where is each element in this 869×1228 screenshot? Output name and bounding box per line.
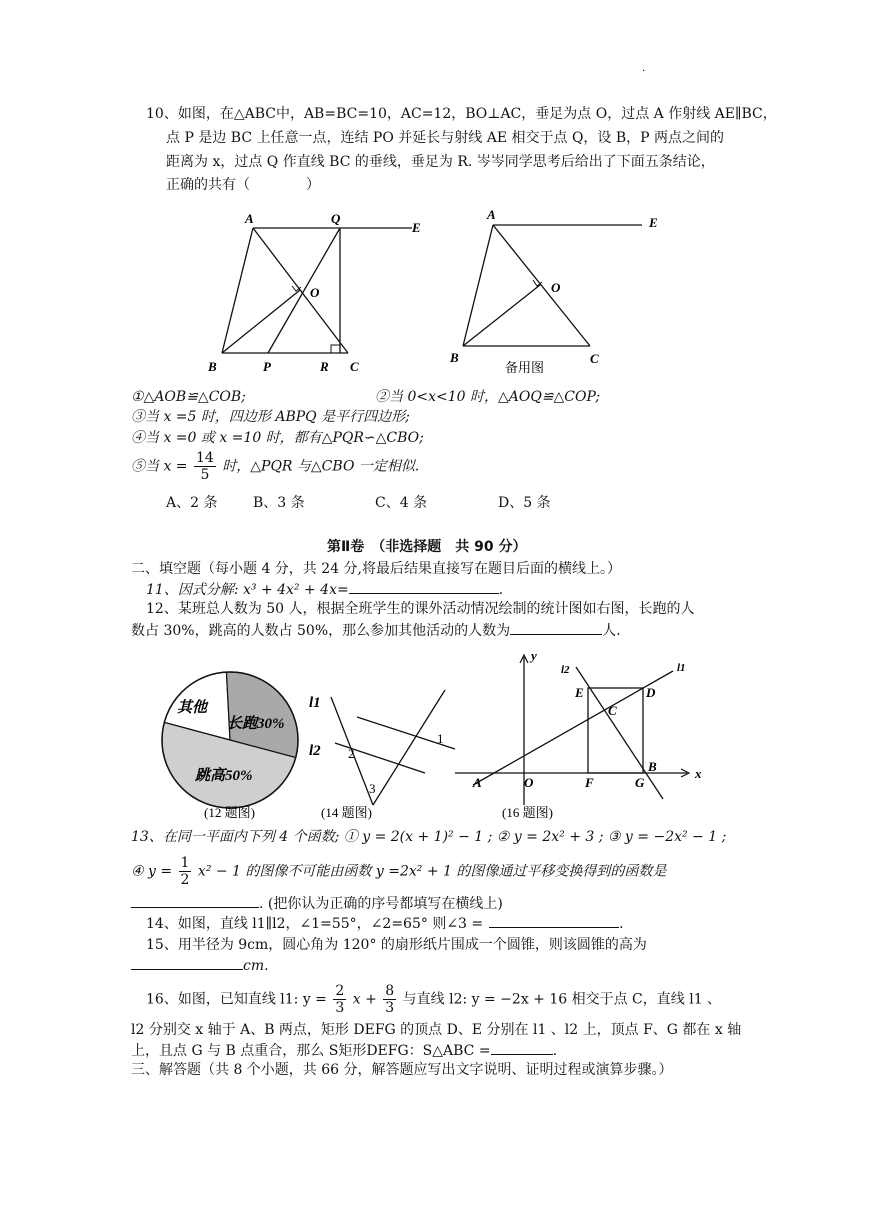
- q16-fraction-1: [333, 983, 346, 1016]
- q11-answer-blank[interactable]: [349, 593, 499, 594]
- q10-c5-den: 5: [200, 467, 210, 483]
- q10-main-figure: [200, 205, 440, 385]
- fig16-G: G: [635, 775, 645, 790]
- q10-line1: 10、如图，在△ABC中，AB=BC=10，AC=12，BO⊥AC，垂足为点 O，过点 A 作射线 AE∥BC，: [146, 106, 777, 122]
- q14: 14、如图，直线 l1∥l2，∠1=55°，∠2=65° 则∠3 = .: [146, 916, 624, 932]
- fig10-label-C: C: [350, 359, 359, 374]
- fig16-x-axis: x: [695, 766, 702, 781]
- q13-fraction: [179, 855, 192, 888]
- q12-line2-text: 数占 30%，跳高的人数占 50%，那么参加其他活动的人数为: [131, 623, 511, 639]
- fig10b-label-B: B: [450, 350, 459, 365]
- section2-title: 第Ⅱ卷 （非选择题 共 90 分）: [327, 539, 527, 555]
- q12-pie-chart: [155, 660, 305, 825]
- fig10-label-A: A: [245, 211, 254, 226]
- q13-frac-den: 2: [180, 872, 190, 888]
- q12-line2: [131, 621, 621, 641]
- fig14-l1: l1: [309, 695, 321, 711]
- q10-option-A: A、2 条: [166, 495, 218, 511]
- q10-backup-figure: [445, 205, 675, 380]
- fig16-B: B: [648, 759, 657, 774]
- fig14-angle-3: 3: [369, 781, 376, 796]
- q16-answer-blank[interactable]: [491, 1054, 553, 1055]
- q11: 11、因式分解: x³ + 4x² + 4x= .: [146, 582, 504, 598]
- q16-f2-den: 3: [385, 1000, 395, 1016]
- q10-conclusion-5: [131, 450, 419, 483]
- q13-post: x² − 1 的图像不可能由函数 y =2x² + 1 的图像通过平移变换得到的函数是: [197, 863, 667, 880]
- pie-label-other: 其他: [177, 700, 208, 716]
- fig10b-caption: 备用图: [505, 360, 545, 375]
- part3-header: 三、解答题（共 8 个小题，共 66 分，解答题应写出文字说明、证明过程或演算步骤。）: [131, 1062, 673, 1078]
- fig10b-label-C: C: [590, 351, 599, 366]
- q10-c5-fraction: [194, 450, 216, 483]
- q10-option-B: B、3 条: [253, 495, 305, 511]
- q16-f2-num: 8: [385, 983, 395, 999]
- q11-text: 11、因式分解: x³ + 4x² + 4x=: [146, 582, 349, 598]
- fig10b-label-E: E: [649, 215, 658, 230]
- fig14-angle-2: 2: [348, 746, 355, 761]
- fig16-y-axis: y: [531, 648, 537, 663]
- fig16-l1: l1: [677, 662, 686, 674]
- q13-frac-num: 1: [180, 855, 190, 871]
- q10-line3: 距离为 x，过点 Q 作直线 BC 的垂线，垂足为 R. 岑岑同学思考后给出了下面五条结论，: [166, 154, 715, 170]
- fig14-caption: (14 题图): [321, 805, 372, 820]
- part2-header: 二、填空题（每小题 4 分，共 24 分,将最后结果直接写在题目后面的横线上。）: [131, 561, 621, 577]
- q12-unit: 人.: [602, 623, 621, 639]
- fig10-label-O: O: [310, 285, 320, 300]
- q10-option-C: C、4 条: [375, 495, 428, 511]
- fig16-O: O: [524, 775, 534, 790]
- fig16-l2: l2: [561, 664, 570, 676]
- fig14-l2: l2: [309, 743, 321, 759]
- q12-answer-blank[interactable]: [510, 634, 602, 635]
- q13-line3: [131, 894, 503, 914]
- q14-figure: [305, 685, 465, 825]
- q10-c5-post: 时，△PQR 与△CBO 一定相似.: [222, 458, 420, 475]
- pie-label-high-jump: 跳高50%: [195, 768, 253, 784]
- q10-c5-pre: ⑤当 x =: [131, 458, 188, 475]
- fig10-label-E: E: [412, 220, 421, 235]
- q16-mid: x +: [352, 991, 377, 1008]
- fig16-F: F: [585, 775, 594, 790]
- q13-line1: 13、在同一平面内下列 4 个函数; ① y = 2(x + 1)² − 1 ; ② y = 2x² + 3 ; ③ y = −2x² − 1 ;: [131, 829, 727, 845]
- fig10b-label-A: A: [487, 207, 496, 222]
- q15-line1: 15、用半径为 9cm，圆心角为 120° 的扇形纸片围成一个圆锥，则该圆锥的高为: [146, 937, 647, 953]
- q10-c5-num: 14: [195, 450, 214, 466]
- q16-f1-num: 2: [335, 983, 345, 999]
- fig10-label-Q: Q: [331, 211, 341, 226]
- fig16-E: E: [575, 685, 584, 700]
- q10-line4: 正确的共有（ ）: [166, 177, 320, 193]
- fig10b-label-O: O: [551, 280, 561, 295]
- header-dot: ·: [642, 66, 646, 77]
- q13-answer-blank[interactable]: [131, 907, 259, 908]
- q10-conclusion-2: ②当 0<x<10 时，△AOQ≌△COP;: [375, 389, 601, 405]
- fig10-label-R: R: [320, 359, 329, 374]
- q16-line2: l2 分别交 x 轴于 A、B 两点，矩形 DEFG 的顶点 D、E 分别在 l1 、l2 上，顶点 F、G 都在 x 轴: [131, 1022, 742, 1038]
- q16-line1: [146, 983, 721, 1016]
- fig16-C: C: [608, 703, 617, 718]
- pie-caption: (12 题图): [204, 805, 255, 820]
- q10-conclusion-3: ③当 x =5 时，四边形 ABPQ 是平行四边形;: [131, 409, 410, 425]
- q14-text: 14、如图，直线 l1∥l2，∠1=55°，∠2=65° 则∠3 =: [146, 916, 484, 932]
- pie-label-long-run: 长跑30%: [227, 716, 285, 732]
- q15-answer-blank[interactable]: [131, 969, 243, 970]
- q16-pre: 16、如图，已知直线 l1: y =: [146, 991, 327, 1008]
- fig10-label-P: P: [263, 359, 271, 374]
- q10-line2: 点 P 是边 BC 上任意一点，连结 PO 并延长与射线 AE 相交于点 Q，设 B，P 两点之间的: [166, 130, 725, 146]
- q13-line3-text: . (把你认为正确的序号都填写在横线上): [259, 896, 503, 912]
- q15-unit: cm.: [243, 958, 269, 974]
- q13-line2: [131, 855, 666, 888]
- q10-option-D: D、5 条: [498, 495, 551, 511]
- fig16-caption: (16 题图): [502, 805, 553, 820]
- q12-line1: 12、某班总人数为 50 人，根据全班学生的课外活动情况绘制的统计图如右图，长跑的人: [146, 601, 695, 617]
- q16-post: 与直线 l2: y = −2x + 16 相交于点 C，直线 l1 、: [402, 991, 722, 1008]
- q14-answer-blank[interactable]: [489, 927, 619, 928]
- q16-line3-text: 上，且点 G 与 B 点重合，那么 S矩形DEFG：S△ABC =: [131, 1043, 491, 1059]
- fig16-A: A: [473, 775, 482, 790]
- q10-conclusion-1: ①△AOB≌△COB;: [131, 389, 246, 405]
- q15-line2: [131, 956, 269, 976]
- fig14-angle-1: 1: [437, 731, 444, 746]
- q10-conclusion-4: ④当 x =0 或 x =10 时，都有△PQR∽△CBO;: [131, 430, 424, 446]
- q16-line3: 上，且点 G 与 B 点重合，那么 S矩形DEFG：S△ABC = .: [131, 1043, 558, 1059]
- fig10-label-B: B: [208, 359, 217, 374]
- fig16-D: D: [646, 685, 656, 700]
- q16-figure: [455, 645, 705, 825]
- q16-f1-den: 3: [335, 1000, 345, 1016]
- q16-fraction-2: [383, 983, 396, 1016]
- q13-pre: ④ y =: [131, 863, 173, 880]
